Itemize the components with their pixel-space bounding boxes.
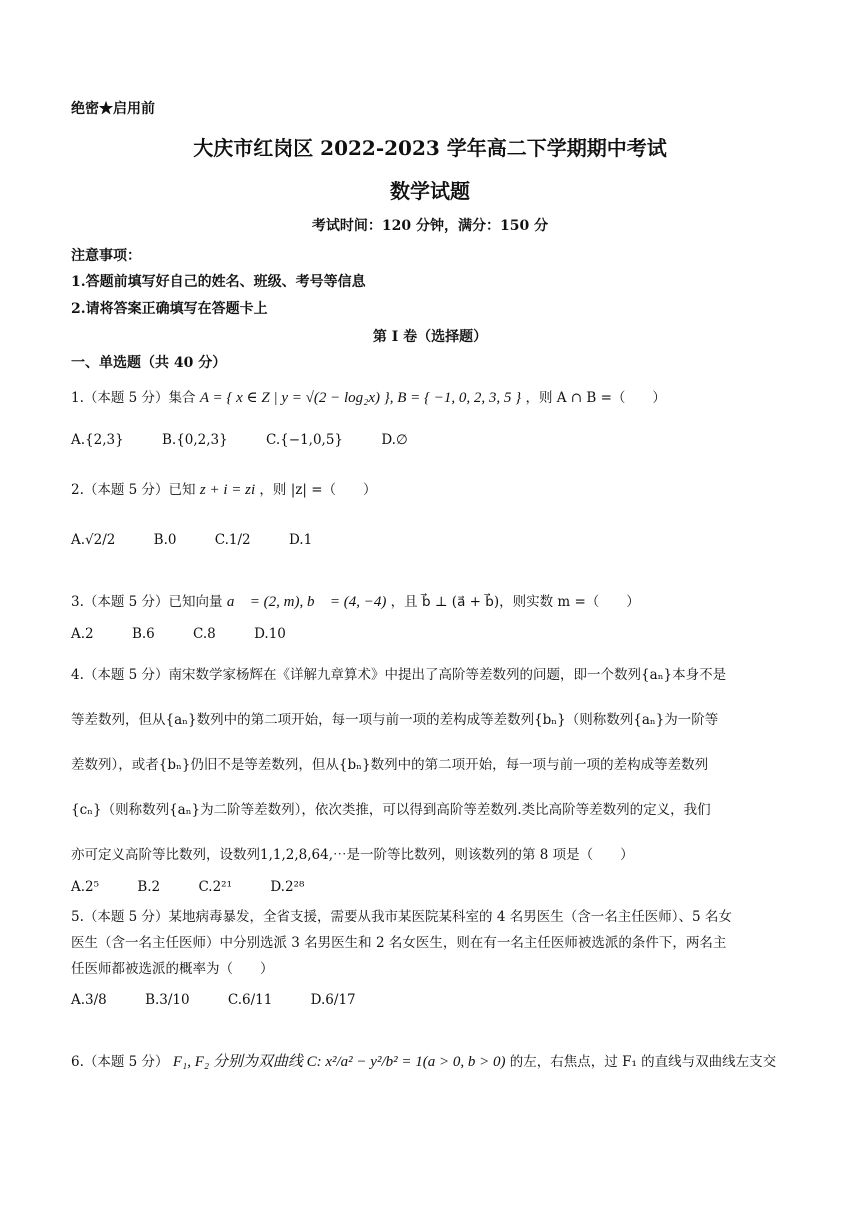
question-5-line-1: 5.（本题 5 分）某地病毒暴发，全省支援，需要从我市某医院某科室的 4 名男医生（含一名主任医师）、5 名女 [71, 909, 732, 925]
question-5-option-d: D.6/17 [310, 992, 356, 1008]
question-4-option-b: B.2 [137, 879, 161, 895]
question-1-prefix: 1.（本题 5 分）集合 [71, 390, 196, 406]
exam-info: 考试时间：120 分钟，满分：150 分 [311, 218, 549, 234]
question-6-suffix: 的左，右焦点，过 F₁ 的直线与双曲线左支交 [509, 1054, 777, 1070]
question-3-math: a⃗ = (2, m), b⃗ = (4, −4) [226, 594, 387, 610]
question-3-stem [71, 590, 640, 611]
question-4-option-d: D.2²⁸ [270, 879, 305, 895]
question-5-line-3: 任医师都被选派的概率为（ ） [71, 961, 274, 977]
question-4-line-2: 等差数列，但从{aₙ}数列中的第二项开始，每一项与前一项的差构成等差数列{bₙ}（则称数列{aₙ}为一阶等 [71, 712, 719, 728]
question-6-prefix: 6.（本题 5 分） [71, 1054, 169, 1070]
question-1-stem [71, 386, 666, 407]
question-3-option-c: C.8 [193, 626, 216, 642]
question-3-option-a: A.2 [71, 626, 94, 642]
question-3-options [71, 626, 320, 642]
question-1-option-d: D.∅ [381, 432, 408, 448]
question-5-option-c: C.6/11 [227, 992, 273, 1008]
note-item-1: 1.答题前填写好自己的姓名、班级、考号等信息 [71, 274, 366, 290]
question-4-option-a: A.2⁵ [71, 879, 100, 895]
question-2-option-c: C.1/2 [214, 532, 251, 548]
note-item-2: 2.请将答案正确填写在答题卡上 [71, 301, 268, 317]
question-2-stem [71, 478, 377, 499]
question-5-line-2: 医生（含一名主任医师）中分别选派 3 名男医生和 2 名女医生，则在有一名主任医师被选派的条件下，两名主 [71, 935, 727, 951]
question-3-option-b: B.6 [131, 626, 155, 642]
question-5-options [71, 992, 390, 1008]
question-6-math: F₁, F₂ 分别为双曲线 C: x²/a² − y²/b² = 1(a > 0, b > 0) [172, 1054, 506, 1070]
question-5-option-b: B.3/10 [145, 992, 190, 1008]
question-1-options [71, 432, 442, 448]
question-3-prefix: 3.（本题 5 分）已知向量 [71, 594, 223, 610]
question-3-suffix: ，且 b⃗ ⊥ (a⃗ + b⃗)，则实数 m =（ ） [390, 594, 640, 610]
question-2-prefix: 2.（本题 5 分）已知 [71, 482, 196, 498]
question-2-option-d: D.1 [288, 532, 313, 548]
exam-title: 大庆市红岗区 2022-2023 学年高二下学期期中考试 [193, 136, 667, 160]
question-1-option-c: C.{−1,0,5} [266, 432, 344, 448]
question-4-option-c: C.2²¹ [198, 879, 233, 895]
secret-label: 绝密★启用前 [71, 101, 155, 117]
question-2-suffix: ，则 |z| =（ ） [259, 482, 377, 498]
question-4-line-4: {cₙ}（则称数列{aₙ}为二阶等差数列），依次类推，可以得到高阶等差数列.类比高阶等差数列的定义，我们 [71, 802, 711, 818]
question-1-option-a: A.{2,3} [71, 432, 124, 448]
part-heading: 一、单选题（共 40 分） [71, 355, 227, 371]
question-4-line-1: 4.（本题 5 分）南宋数学家杨辉在《详解九章算术》中提出了高阶等差数列的问题，即一个数列{aₙ}本身不是 [71, 667, 727, 683]
exam-subtitle: 数学试题 [390, 179, 470, 203]
question-2-options [71, 532, 346, 548]
question-4-options [71, 879, 338, 895]
question-4-line-3: 差数列），或者{bₙ}仍旧不是等差数列，但从{bₙ}数列中的第二项开始，每一项与前一项的差构成等差数列 [71, 757, 709, 773]
question-1-option-b: B.{0,2,3} [162, 432, 228, 448]
question-6-stem [71, 1050, 776, 1071]
question-5-option-a: A.3/8 [71, 992, 107, 1008]
volume-heading: 第 I 卷（选择题） [372, 329, 488, 345]
question-1-math: A = { x ∈ Z | y = √(2 − log₂x) }, B = { −1, 0, 2, 3, 5 } [199, 390, 522, 406]
notes-heading: 注意事项： [71, 248, 141, 264]
question-2-math: z + i = zi [199, 482, 256, 498]
question-1-suffix: ，则 A ∩ B =（ ） [525, 390, 666, 406]
question-4-line-5: 亦可定义高阶等比数列，设数列1,1,2,8,64,⋯是一阶等比数列，则该数列的第 8 项是（ ） [71, 847, 634, 863]
question-3-option-d: D.10 [254, 626, 286, 642]
question-2-option-a: A.√2/2 [71, 532, 116, 548]
question-2-option-b: B.0 [153, 532, 177, 548]
